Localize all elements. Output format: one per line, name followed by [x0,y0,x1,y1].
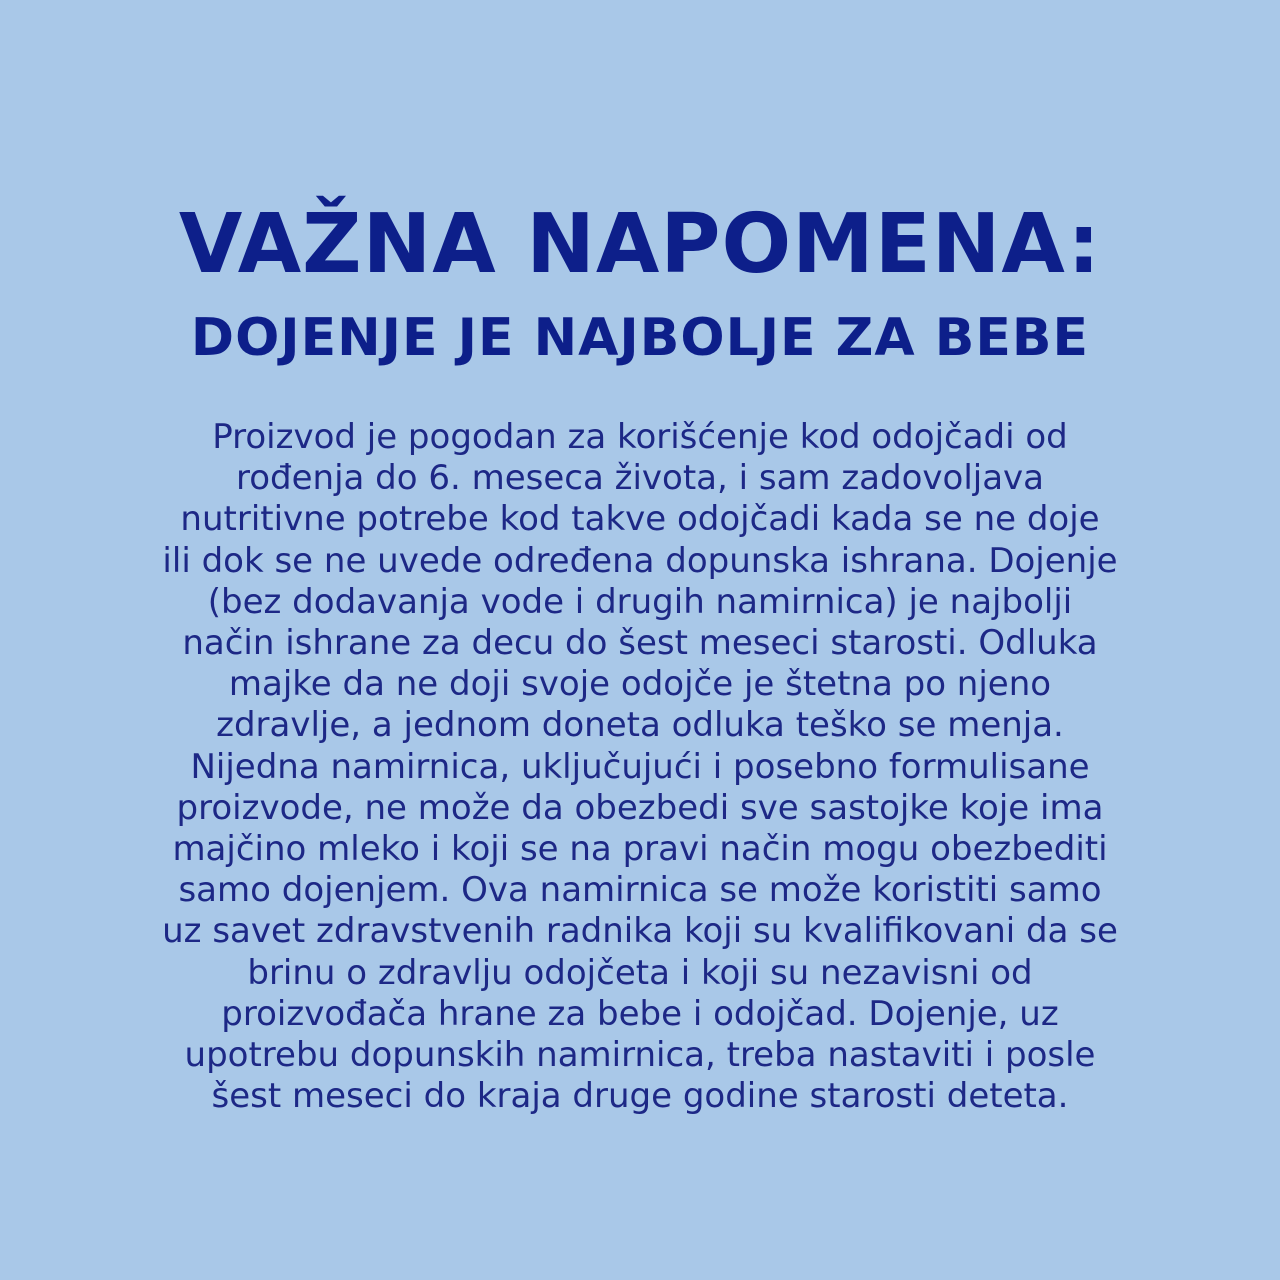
notice-body-line: Nijedna namirnica, uključujući i posebno formulisane [190,746,1090,787]
notice-body-line: upotrebu dopunskih namirnica, treba nastaviti i posle [184,1035,1096,1076]
notice-body-line: šest meseci do kraja druge godine starosti deteta. [211,1076,1069,1117]
notice-body-line: način ishrane za decu do šest meseci starosti. Odluka [182,623,1098,664]
notice-body-line: rođenja do 6. meseca života, i sam zadovoljava [235,458,1044,499]
notice-body-line: majčino mleko i koji se na pravi način mogu obezbediti [172,829,1108,870]
notice-body-line: proizvođača hrane za bebe i odojčad. Dojenje, uz [221,993,1059,1034]
important-notice [40,195,1240,1117]
notice-body-line: samo dojenjem. Ova namirnica se može koristiti samo [178,870,1102,911]
notice-body-line: uz savet zdravstvenih radnika koji su kvalifikovani da se [162,911,1118,952]
notice-title: VAŽNA NAPOMENA: [178,197,1102,292]
notice-body-line: (bez dodavanja vode i drugih namirnica) je najbolji [207,581,1073,622]
notice-body-line: brinu o zdravlju odojčeta i koji su nezavisni od [247,952,1033,993]
notice-body [40,417,1240,1117]
notice-body-line: proizvode, ne može da obezbedi sve sastojke koje ima [176,787,1104,828]
notice-subtitle: DOJENJE JE NAJBOLJE ZA BEBE [190,308,1090,368]
notice-body-line: majke da ne doji svoje odojče je štetna po njeno [228,664,1052,705]
notice-body-line: Proizvod je pogodan za korišćenje kod odojčadi od [212,417,1068,457]
notice-body-line: ili dok se ne uvede određena dopunska ishrana. Dojenje [162,540,1118,581]
notice-body-line: zdravlje, a jednom doneta odluka teško se menja. [216,705,1064,746]
notice-body-line: nutritivne potrebe kod takve odojčadi kada se ne doje [180,499,1100,540]
